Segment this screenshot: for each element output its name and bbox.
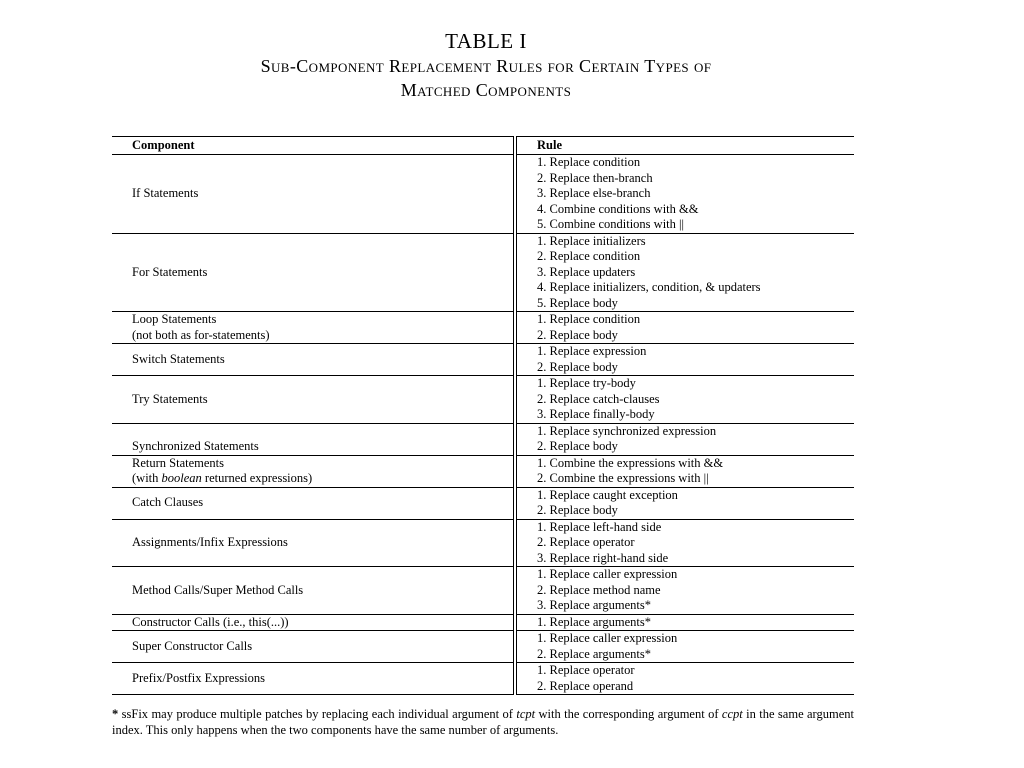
rule-item: 2. Replace then-branch <box>537 170 653 185</box>
component-name: If Statements <box>132 186 199 200</box>
footnote-text-part-3: in the same argument index. This only happens when the two components have the same number of arguments. <box>112 707 854 737</box>
rule-item: 4. Replace initializers, condition, & updaters <box>537 280 761 294</box>
rule-item: 1. Replace expression <box>537 344 647 358</box>
rules-cell <box>515 567 854 615</box>
component-cell <box>112 423 515 455</box>
table-title-line-2: Matched Components <box>400 80 572 100</box>
rule-item: 1. Replace try-body <box>537 376 636 390</box>
table-row <box>112 519 854 567</box>
rule-item: 5. Combine conditions with || <box>537 217 685 231</box>
rule-item: 1. Replace synchronized expression <box>537 423 717 438</box>
footnote-tcpt: tcpt <box>516 707 536 721</box>
rule-item: 3. Replace else-branch <box>537 186 651 200</box>
footnote-text-part-1: ssFix may produce multiple patches by replacing each individual argument of <box>118 707 517 721</box>
rules-cell <box>515 376 854 424</box>
rule-item: 1. Replace initializers <box>537 233 646 248</box>
rules-cell <box>515 233 854 312</box>
rules-cell <box>515 312 854 344</box>
rules-cell <box>515 423 854 455</box>
rule-item: 1. Replace caller expression <box>537 631 678 645</box>
rules-cell <box>515 455 854 487</box>
component-cell <box>112 631 515 663</box>
rule-item: 5. Replace body <box>537 295 618 310</box>
boolean-emphasis: boolean <box>161 471 202 485</box>
table-row <box>112 155 854 234</box>
component-name: Catch Clauses <box>132 495 204 510</box>
table-row <box>112 312 854 344</box>
component-name: Loop Statements <box>132 312 217 326</box>
rule-item: 2. Replace operand <box>537 678 634 693</box>
table-row <box>112 487 854 519</box>
table-row <box>112 376 854 424</box>
component-name: Prefix/Postfix Expressions <box>132 670 265 685</box>
component-name: Try Statements <box>132 391 208 406</box>
component-cell <box>112 455 515 487</box>
component-name: (not both as for-statements) <box>132 327 270 342</box>
rule-item: 3. Replace right-hand side <box>537 550 669 565</box>
footnote-text-part-2: with the corresponding argument of <box>535 707 722 721</box>
component-name: Method Calls/Super Method Calls <box>132 582 304 597</box>
table-row <box>112 614 854 631</box>
table-body <box>112 155 854 695</box>
component-name: (with boolean returned expressions) <box>132 471 313 485</box>
rule-item: 1. Replace arguments* <box>537 614 651 629</box>
table-header-row <box>112 137 854 155</box>
component-cell <box>112 614 515 631</box>
component-cell <box>112 487 515 519</box>
rule-item: 1. Replace condition <box>537 312 641 326</box>
component-name: Return Statements <box>132 455 224 470</box>
table-row <box>112 663 854 695</box>
table-footnote <box>112 706 854 738</box>
table-row <box>112 631 854 663</box>
component-name: Constructor Calls (i.e., this(...)) <box>132 614 289 629</box>
component-name: Switch Statements <box>132 351 225 366</box>
component-cell <box>112 344 515 376</box>
footnote-marker: * <box>112 707 119 721</box>
table-row <box>112 233 854 312</box>
rule-item: 1. Replace operator <box>537 663 635 677</box>
rule-item: 2. Replace method name <box>537 582 661 597</box>
component-name: Assignments/Infix Expressions <box>132 535 288 549</box>
table-title-line-1: Sub-Component Replacement Rules for Certain Types of <box>260 56 712 76</box>
rule-item: 2. Replace catch-clauses <box>537 391 660 406</box>
table-label: TABLE I <box>445 29 527 53</box>
rules-cell <box>515 487 854 519</box>
rule-item: 2. Replace body <box>537 439 618 453</box>
rule-item: 1. Replace condition <box>537 155 641 169</box>
component-cell <box>112 233 515 312</box>
rules-table-container <box>112 136 854 695</box>
component-cell <box>112 519 515 567</box>
rules-cell <box>515 663 854 695</box>
component-cell <box>112 155 515 234</box>
table-row <box>112 455 854 487</box>
rule-item: 4. Combine conditions with && <box>537 201 699 216</box>
rule-item: 2. Replace body <box>537 327 618 342</box>
rule-item: 2. Replace body <box>537 503 618 517</box>
component-cell <box>112 376 515 424</box>
rules-cell <box>515 344 854 376</box>
rule-item: 2. Replace operator <box>537 535 635 549</box>
component-name: Synchronized Statements <box>132 439 259 453</box>
table-row <box>112 423 854 455</box>
component-name: Super Constructor Calls <box>132 638 253 653</box>
table-row <box>112 567 854 615</box>
rule-item: 3. Replace arguments* <box>537 598 651 612</box>
rule-item: 1. Replace caught exception <box>537 487 678 502</box>
footnote-ccpt: ccpt <box>721 707 743 721</box>
rules-cell <box>515 519 854 567</box>
rule-item: 2. Replace arguments* <box>537 646 651 661</box>
rules-table <box>112 136 854 695</box>
column-header-component: Component <box>112 137 515 155</box>
rule-item: 2. Replace body <box>537 359 618 374</box>
component-cell <box>112 663 515 695</box>
table-row <box>112 344 854 376</box>
column-header-rule: Rule <box>515 137 854 155</box>
rule-item: 1. Replace left-hand side <box>537 519 662 534</box>
rule-item: 3. Replace updaters <box>537 264 636 279</box>
rules-cell <box>515 614 854 631</box>
rule-item: 1. Replace caller expression <box>537 567 678 581</box>
rule-item: 2. Replace condition <box>537 249 641 263</box>
rule-item: 3. Replace finally-body <box>537 407 655 421</box>
rules-cell <box>515 631 854 663</box>
rule-item: 1. Combine the expressions with && <box>537 455 724 470</box>
rules-cell <box>515 155 854 234</box>
component-cell <box>112 312 515 344</box>
rule-item: 2. Combine the expressions with || <box>537 471 709 485</box>
component-name: For Statements <box>132 264 208 279</box>
component-cell <box>112 567 515 615</box>
table-caption <box>0 28 972 102</box>
